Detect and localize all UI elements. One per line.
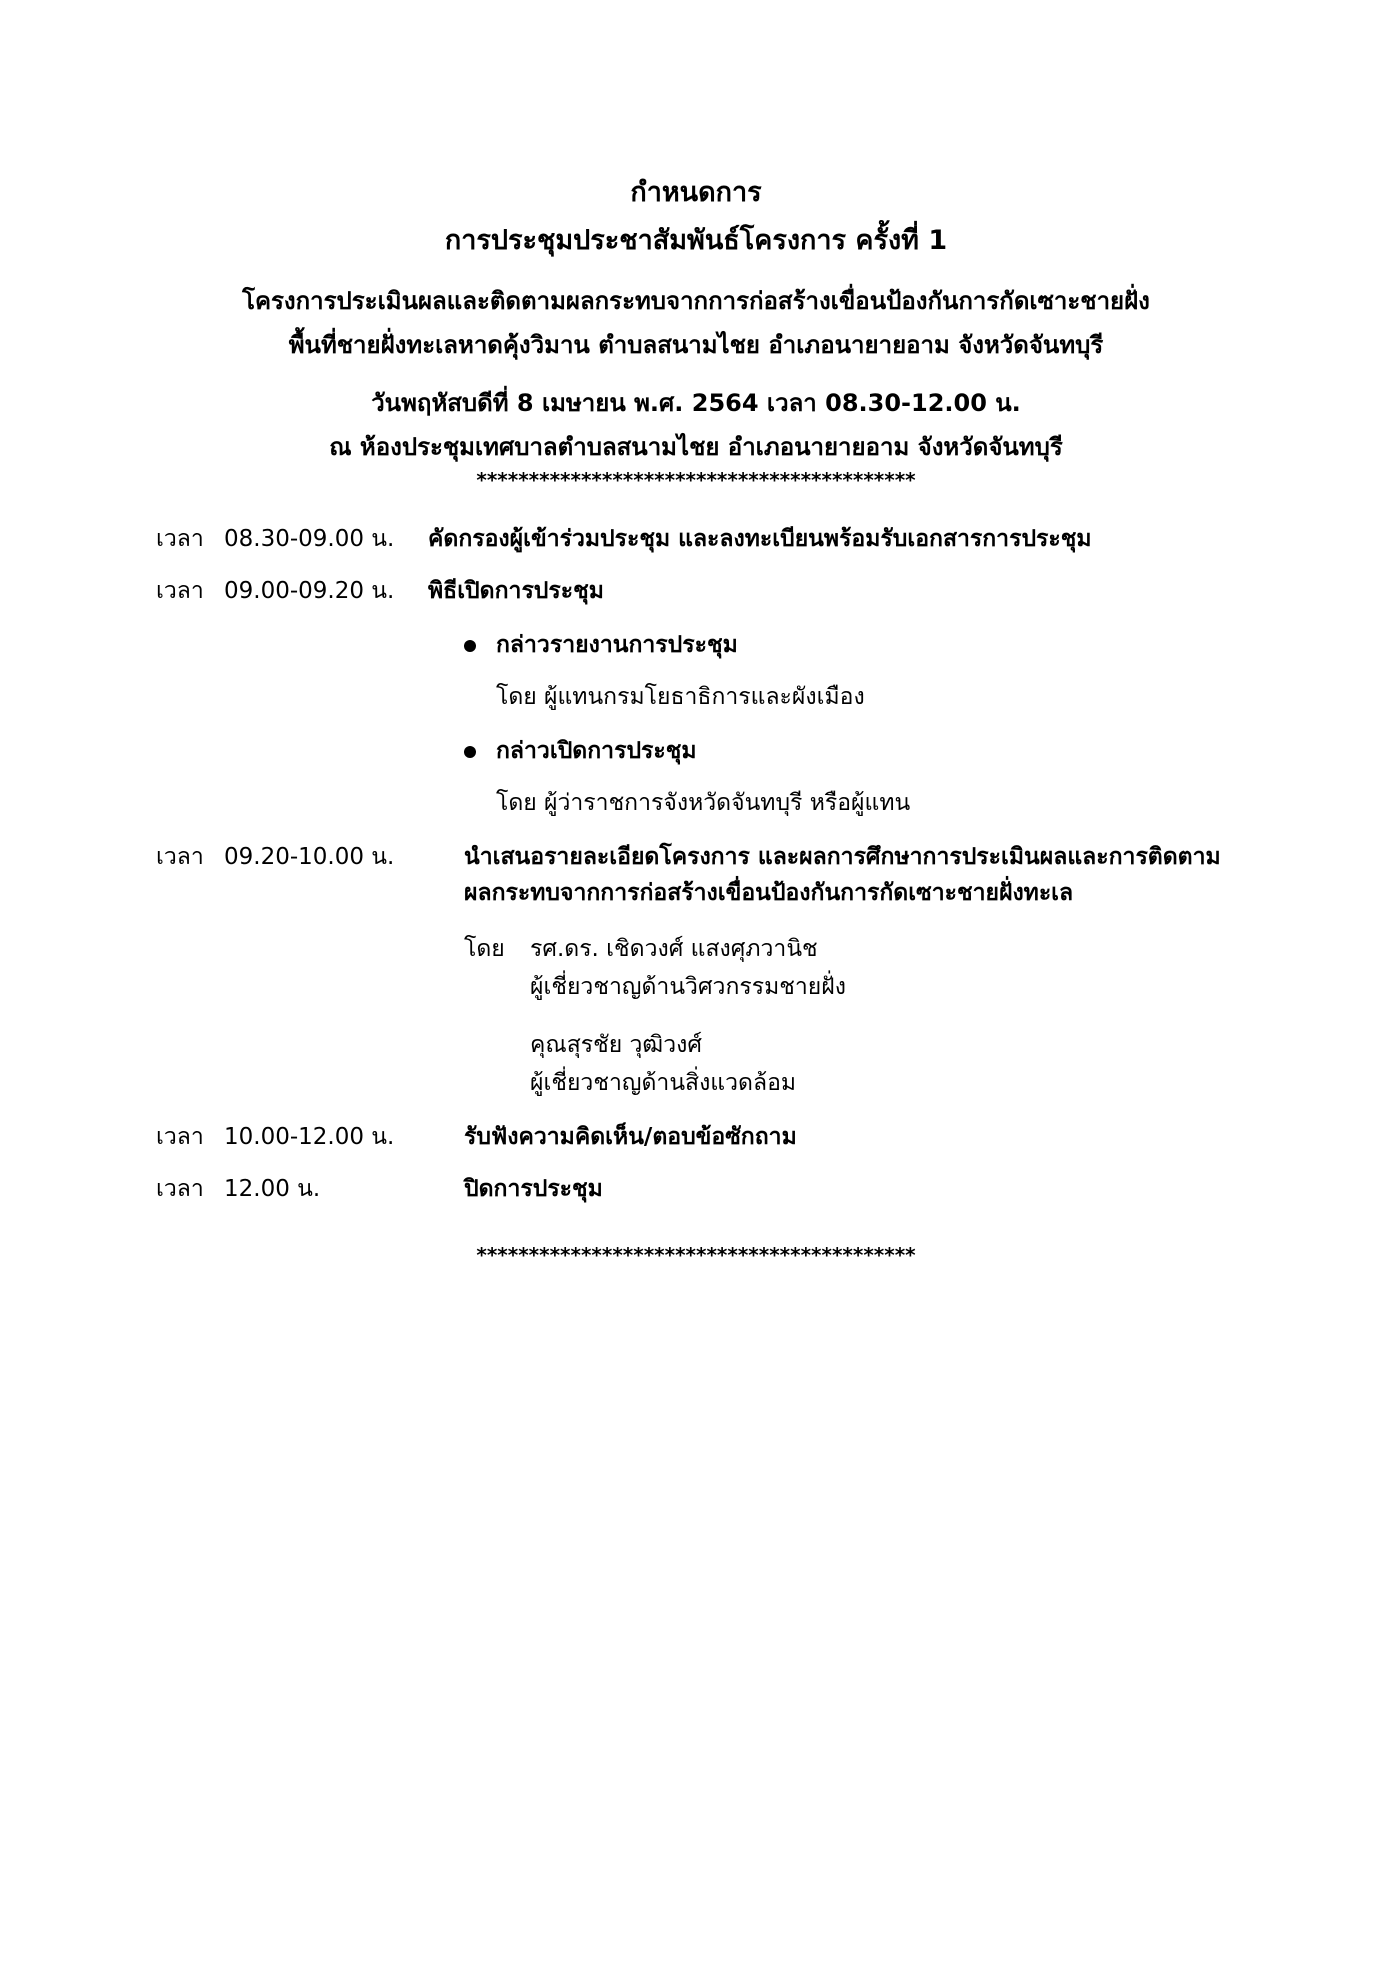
bullet-icon (464, 746, 476, 758)
by-label: โดย (496, 684, 537, 710)
time-label: เวลา (156, 844, 204, 870)
activity-presentation-line1: นำเสนอรายละเอียดโครงการ และผลการศึกษาการประเมินผลและการติดตาม (464, 844, 1221, 870)
bullet-icon (464, 640, 476, 652)
document-title: กำหนดการ (630, 177, 762, 208)
time-value: 09.20-10.00 น. (224, 844, 395, 870)
time-value: 12.00 น. (224, 1176, 321, 1202)
activity-qa: รับฟังความคิดเห็น/ตอบข้อซักถาม (464, 1124, 797, 1150)
sub-item-opening-speech: กล่าวเปิดการประชุม (496, 738, 697, 764)
time-value: 10.00-12.00 น. (224, 1124, 395, 1150)
time-label: เวลา (156, 526, 204, 552)
meeting-date: วันพฤหัสบดีที่ 8 เมษายน พ.ศ. 2564 เวลา 08.30-12.00 น. (371, 389, 1021, 417)
meeting-venue: ณ ห้องประชุมเทศบาลตำบลสนามไชย อำเภอนายายอาม จังหวัดจันทบุรี (329, 433, 1063, 461)
activity-presentation-line2: ผลกระทบจากการก่อสร้างเขื่อนป้องกันการกัดเซาะชายฝั่งทะเล (464, 880, 1074, 906)
time-value: 08.30-09.00 น. (224, 526, 395, 552)
activity-opening: พิธีเปิดการประชุม (428, 578, 604, 604)
header-separator: ****************************************** (476, 468, 916, 492)
sub-item-report: กล่าวรายงานการประชุม (496, 632, 738, 658)
time-label: เวลา (156, 1176, 204, 1202)
sub-item-opening-speech-by: ผู้ว่าราชการจังหวัดจันทบุรี หรือผู้แทน (544, 790, 911, 816)
presenter-role: ผู้เชี่ยวชาญด้านวิศวกรรมชายฝั่ง (530, 974, 846, 1000)
time-value: 09.00-09.20 น. (224, 578, 395, 604)
presenter-name: รศ.ดร. เชิดวงศ์ แสงศุภวานิช (530, 936, 818, 962)
document-subtitle: การประชุมประชาสัมพันธ์โครงการ ครั้งที่ 1 (444, 225, 948, 256)
by-label: โดย (464, 936, 505, 962)
activity-closing: ปิดการประชุม (464, 1176, 603, 1202)
project-name-line1: โครงการประเมินผลและติดตามผลกระทบจากการก่อสร้างเขื่อนป้องกันการกัดเซาะชายฝั่ง (242, 287, 1150, 315)
time-label: เวลา (156, 1124, 204, 1150)
project-name-line2: พื้นที่ชายฝั่งทะเลหาดคุ้งวิมาน ตำบลสนามไชย อำเภอนายายอาม จังหวัดจันทบุรี (288, 331, 1104, 359)
presenter-name: คุณสุรชัย วุฒิวงศ์ (530, 1032, 702, 1058)
by-label: โดย (496, 790, 537, 816)
footer-separator: ****************************************** (476, 1243, 916, 1267)
time-label: เวลา (156, 578, 204, 604)
activity-registration: คัดกรองผู้เข้าร่วมประชุม และลงทะเบียนพร้อมรับเอกสารการประชุม (428, 526, 1092, 552)
sub-item-report-by: ผู้แทนกรมโยธาธิการและผังเมือง (544, 684, 865, 710)
presenter-role: ผู้เชี่ยวชาญด้านสิ่งแวดล้อม (530, 1070, 797, 1096)
